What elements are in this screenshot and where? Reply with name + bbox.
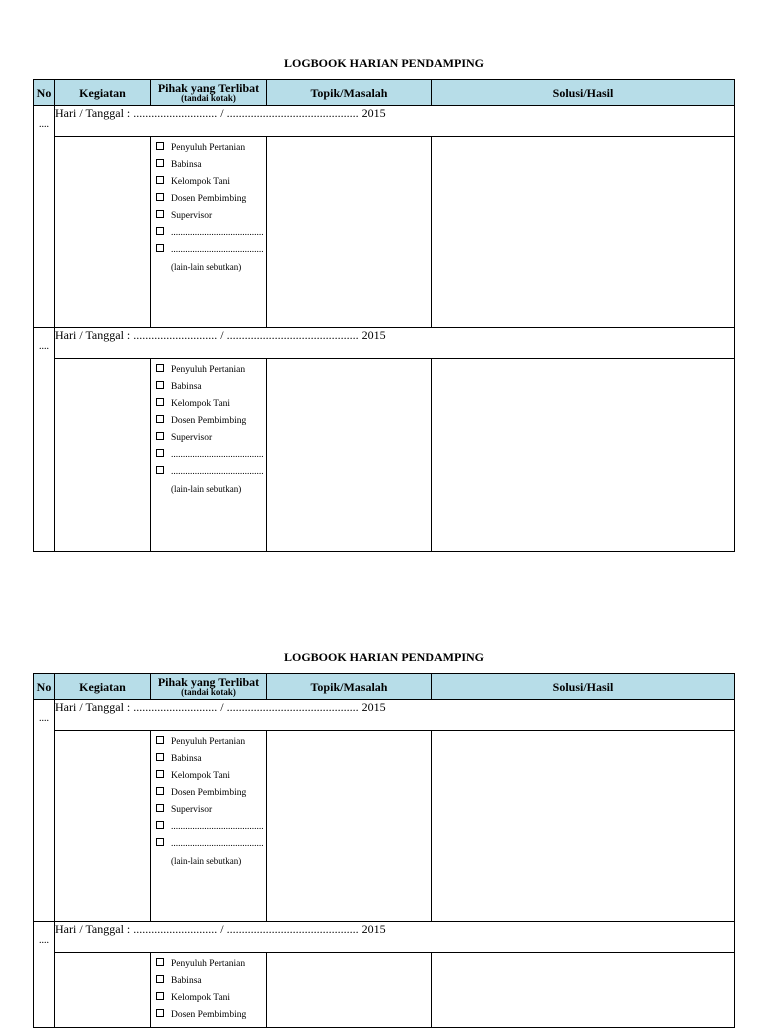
entry-row	[34, 359, 735, 552]
page-title-2: LOGBOOK HARIAN PENDAMPING	[283, 650, 484, 664]
header-pihak-label: Pihak yang Terlibat	[157, 81, 260, 95]
party-label: Dosen Pembimbing	[171, 1010, 247, 1020]
party-item[interactable]	[156, 363, 266, 380]
party-item[interactable]	[156, 141, 266, 158]
party-item[interactable]	[156, 1008, 266, 1025]
checkbox-icon[interactable]	[156, 415, 164, 423]
party-item[interactable]	[156, 786, 266, 803]
party-note: (lain-lain sebutkan)	[171, 262, 242, 272]
date-row	[34, 922, 735, 953]
party-label: Kelompok Tani	[171, 771, 231, 781]
date-field[interactable]: Hari / Tanggal : ............................ / ............................................ 2015	[55, 922, 735, 953]
checkbox-icon[interactable]	[156, 193, 164, 201]
party-label: Supervisor	[171, 211, 213, 221]
checkbox-icon[interactable]	[156, 736, 164, 744]
header-row	[34, 80, 735, 106]
checkbox-icon[interactable]	[156, 210, 164, 218]
checkbox-icon[interactable]	[156, 227, 164, 235]
checkbox-icon[interactable]	[156, 753, 164, 761]
checkbox-icon[interactable]	[156, 804, 164, 812]
party-label: Dosen Pembimbing	[171, 416, 247, 426]
date-field[interactable]: Hari / Tanggal : ............................ / ............................................ 2015	[55, 328, 735, 359]
party-checklist	[151, 137, 266, 277]
checkbox-icon[interactable]	[156, 821, 164, 829]
party-label: Supervisor	[171, 805, 213, 815]
header-solusi: Solusi/Hasil	[432, 674, 735, 700]
party-checklist	[151, 953, 266, 1025]
party-item[interactable]	[156, 752, 266, 769]
entry-number: ....	[34, 700, 55, 922]
party-item[interactable]	[156, 803, 266, 820]
party-label: .......................................	[171, 228, 264, 238]
header-no: No	[34, 80, 55, 106]
header-kegiatan: Kegiatan	[55, 80, 151, 106]
party-label: Kelompok Tani	[171, 399, 231, 409]
party-item[interactable]	[156, 414, 266, 431]
checkbox-icon[interactable]	[156, 770, 164, 778]
header-solusi: Solusi/Hasil	[432, 80, 735, 106]
party-label: .......................................	[171, 839, 264, 849]
party-item[interactable]	[156, 974, 266, 991]
checkbox-icon[interactable]	[156, 432, 164, 440]
date-field[interactable]: Hari / Tanggal : ............................ / ............................................ 2015	[55, 106, 735, 137]
party-item[interactable]	[156, 837, 266, 854]
entry-number: ....	[34, 106, 55, 328]
checkbox-icon[interactable]	[156, 466, 164, 474]
pihak-cell	[151, 953, 267, 1028]
header-pihak	[151, 80, 267, 106]
entry-row	[34, 731, 735, 922]
party-label: Babinsa	[171, 976, 202, 986]
header-pihak-label: Pihak yang Terlibat	[157, 675, 260, 689]
solusi-cell[interactable]	[432, 359, 735, 552]
party-item[interactable]	[156, 431, 266, 448]
topik-cell[interactable]	[267, 359, 432, 552]
party-label: Babinsa	[171, 160, 202, 170]
party-label: Supervisor	[171, 433, 213, 443]
party-item[interactable]	[156, 735, 266, 752]
party-label: Penyuluh Pertanian	[171, 365, 246, 375]
topik-cell[interactable]	[267, 953, 432, 1028]
entry-row	[34, 137, 735, 328]
logbook-table-1	[33, 79, 735, 552]
party-label: Kelompok Tani	[171, 177, 231, 187]
party-label: Penyuluh Pertanian	[171, 737, 246, 747]
header-topik: Topik/Masalah	[267, 80, 432, 106]
party-checklist	[151, 359, 266, 499]
checkbox-icon[interactable]	[156, 381, 164, 389]
pihak-cell	[151, 731, 267, 922]
solusi-cell[interactable]	[432, 953, 735, 1028]
entry-number: ....	[34, 328, 55, 552]
checkbox-icon[interactable]	[156, 159, 164, 167]
checkbox-icon[interactable]	[156, 398, 164, 406]
party-label: .......................................	[171, 822, 264, 832]
party-label: Penyuluh Pertanian	[171, 959, 246, 969]
party-item[interactable]	[156, 820, 266, 837]
party-note: (lain-lain sebutkan)	[171, 856, 242, 866]
header-kegiatan: Kegiatan	[55, 674, 151, 700]
party-item[interactable]	[156, 397, 266, 414]
checkbox-icon[interactable]	[156, 244, 164, 252]
solusi-cell[interactable]	[432, 731, 735, 922]
party-item[interactable]	[156, 957, 266, 974]
checkbox-icon[interactable]	[156, 975, 164, 983]
entry-row	[34, 953, 735, 1028]
header-pihak-sub: (tandai kotak)	[181, 93, 236, 103]
pihak-cell	[151, 137, 267, 328]
party-label: .......................................	[171, 450, 264, 460]
party-item[interactable]	[156, 991, 266, 1008]
checkbox-icon[interactable]	[156, 838, 164, 846]
header-no: No	[34, 674, 55, 700]
party-item[interactable]	[156, 465, 266, 482]
party-label: Penyuluh Pertanian	[171, 143, 246, 153]
party-label: Kelompok Tani	[171, 993, 231, 1003]
party-item[interactable]	[156, 448, 266, 465]
party-label: Dosen Pembimbing	[171, 788, 247, 798]
date-row	[34, 700, 735, 731]
party-item[interactable]	[156, 769, 266, 786]
checkbox-icon[interactable]	[156, 958, 164, 966]
kegiatan-cell[interactable]	[55, 731, 151, 922]
checkbox-icon[interactable]	[156, 142, 164, 150]
date-field[interactable]: Hari / Tanggal : ............................ / ............................................ 2015	[55, 700, 735, 731]
checkbox-icon[interactable]	[156, 364, 164, 372]
kegiatan-cell[interactable]	[55, 137, 151, 328]
party-item[interactable]	[156, 243, 266, 260]
party-item[interactable]	[156, 226, 266, 243]
party-label: .......................................	[171, 467, 264, 477]
party-label: Babinsa	[171, 754, 202, 764]
header-row	[34, 674, 735, 700]
party-label: .......................................	[171, 245, 264, 255]
date-row	[34, 106, 735, 137]
header-topik: Topik/Masalah	[267, 674, 432, 700]
topik-cell[interactable]	[267, 731, 432, 922]
kegiatan-cell[interactable]	[55, 953, 151, 1028]
kegiatan-cell[interactable]	[55, 359, 151, 552]
logbook-table-2	[33, 673, 735, 1028]
party-note: (lain-lain sebutkan)	[171, 484, 242, 494]
checkbox-icon[interactable]	[156, 449, 164, 457]
party-checklist	[151, 731, 266, 871]
page-title-1: LOGBOOK HARIAN PENDAMPING	[283, 56, 484, 70]
checkbox-icon[interactable]	[156, 176, 164, 184]
party-item[interactable]	[156, 192, 266, 209]
header-pihak-sub: (tandai kotak)	[181, 687, 236, 697]
party-item[interactable]	[156, 209, 266, 226]
date-row	[34, 328, 735, 359]
party-item[interactable]	[156, 380, 266, 397]
party-item[interactable]	[156, 158, 266, 175]
checkbox-icon[interactable]	[156, 1009, 164, 1017]
party-item[interactable]	[156, 175, 266, 192]
topik-cell[interactable]	[267, 137, 432, 328]
header-pihak	[151, 674, 267, 700]
entry-number: ....	[34, 922, 55, 1028]
solusi-cell[interactable]	[432, 137, 735, 328]
party-label: Dosen Pembimbing	[171, 194, 247, 204]
pihak-cell	[151, 359, 267, 552]
checkbox-icon[interactable]	[156, 992, 164, 1000]
party-label: Babinsa	[171, 382, 202, 392]
checkbox-icon[interactable]	[156, 787, 164, 795]
